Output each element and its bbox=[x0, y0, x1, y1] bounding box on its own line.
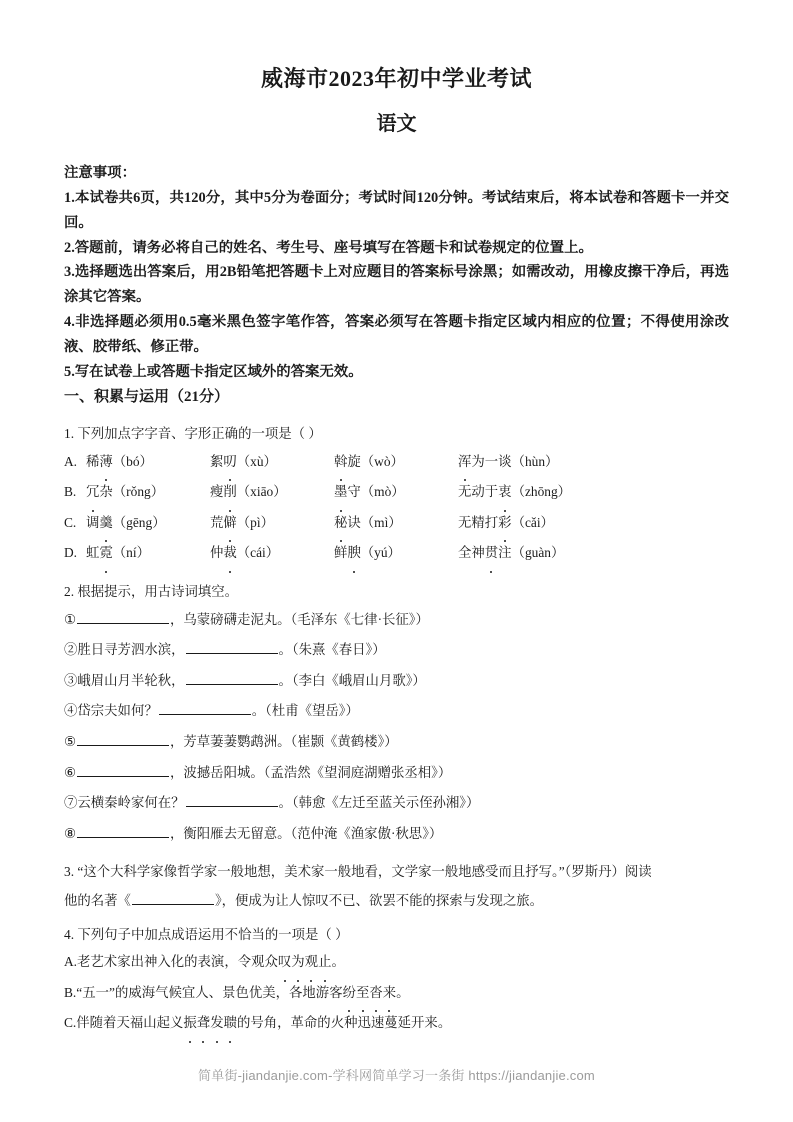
poem-blank-item bbox=[64, 635, 729, 666]
option-letter: A. bbox=[64, 453, 78, 469]
emphasis-dot-char: 叹 bbox=[278, 947, 291, 978]
option-term: 仲裁（cái） bbox=[210, 538, 334, 569]
question-1-option-b[interactable] bbox=[64, 477, 729, 508]
option-term: 瘦削（xiāo） bbox=[210, 477, 334, 508]
poem-blank-item bbox=[64, 727, 729, 758]
option-term: 无动于衷（zhōng） bbox=[458, 477, 571, 508]
emphasis-dot-char: 衷 bbox=[498, 477, 511, 508]
answer-blank[interactable] bbox=[77, 776, 169, 777]
question-4 bbox=[64, 924, 729, 1039]
item-number: ③ bbox=[64, 672, 78, 688]
option-term: 全神贯注（guàn） bbox=[458, 538, 564, 569]
item-before: 峨眉山月半轮秋， bbox=[77, 672, 185, 688]
emphasis-dot-char: 浑 bbox=[458, 447, 471, 478]
option-term: 鲜腴（yú） bbox=[334, 538, 458, 569]
option-letter: B. bbox=[64, 484, 77, 500]
item-before: 岱宗夫如何？ bbox=[77, 703, 158, 719]
emphasis-dot-char: 为 bbox=[291, 947, 304, 978]
option-letter: C. bbox=[64, 1015, 77, 1031]
emphasis-dot-char: 霓 bbox=[99, 538, 112, 569]
emphasis-dot-char: 彩 bbox=[498, 508, 511, 539]
item-after: 。（朱熹《春日》） bbox=[278, 642, 386, 658]
page-title: 威海市2023年初中学业考试 bbox=[260, 66, 532, 91]
question-1-stem: 1. 下列加点字字音、字形正确的一项是（ ） bbox=[64, 426, 322, 442]
notice-block bbox=[64, 161, 729, 384]
question-4-option-c[interactable] bbox=[64, 1008, 729, 1039]
option-term: 絮叨（xù） bbox=[210, 447, 334, 478]
emphasis-dot-char: 观 bbox=[305, 947, 318, 978]
emphasis-dot-char: 削 bbox=[223, 477, 236, 508]
dotted-idiom bbox=[343, 985, 397, 1000]
emphasis-dot-char: 墨 bbox=[334, 477, 347, 508]
emphasis-dot-char: 聩 bbox=[224, 1008, 237, 1039]
answer-blank[interactable] bbox=[159, 714, 251, 715]
question-3-line-1: 3. “这个大科学家像哲学家一般地想，美术家一般地看，文学家一般地感受而且抒写。”（罗斯丹）阅读 bbox=[64, 864, 652, 880]
item-after: ，乌蒙磅礴走泥丸。（毛泽东《七律·长征》） bbox=[170, 611, 429, 627]
emphasis-dot-char: 发 bbox=[210, 1008, 223, 1039]
emphasis-dot-char: 薄 bbox=[99, 447, 112, 478]
option-letter: D. bbox=[64, 545, 78, 561]
emphasis-dot-char: 沓 bbox=[369, 978, 382, 1009]
option-before: 伴随着天福山起义 bbox=[76, 1015, 184, 1031]
item-after: ，衡阳雁去无留意。（范仲淹《渔家傲·秋思》） bbox=[170, 825, 443, 841]
item-number: ⑧ bbox=[64, 825, 77, 841]
item-number: ⑦ bbox=[64, 795, 78, 811]
footer-watermark: 简单街-jiandanjie.com-学科网简单学习一条街 https://jiandanjie.com bbox=[198, 1068, 595, 1083]
option-term: 斡旋（wò） bbox=[334, 447, 458, 478]
option-term: 调羹（gēng） bbox=[86, 508, 210, 539]
q3-after: 》，便成为让人惊叹不已、欲罢不能的探索与发现之旅。 bbox=[214, 892, 544, 908]
question-3 bbox=[64, 861, 729, 911]
section-heading: 一、积累与运用（21分） bbox=[64, 389, 230, 406]
item-number: ④ bbox=[64, 703, 78, 719]
notice-item: 2.答题前，请务必将自己的姓名、考生号、座号填写在答题卡和试卷规定的位置上。 bbox=[64, 239, 593, 256]
subject-title: 语文 bbox=[376, 113, 417, 136]
notice-item: 3.选择题选出答案后，用2B铅笔把答题卡上对应题目的答案标号涂黑；如需改动，用橡皮擦干净后，再选涂其它答案。 bbox=[64, 264, 729, 306]
dotted-idiom bbox=[183, 1015, 237, 1030]
option-term: 浑为一谈（hùn） bbox=[458, 447, 558, 478]
option-term: 墨守（mò） bbox=[334, 477, 458, 508]
emphasis-dot-char: 来 bbox=[383, 978, 396, 1009]
item-after: ，波撼岳阳城。（孟浩然《望洞庭湖赠张丞相》） bbox=[170, 764, 452, 780]
question-1-option-d[interactable] bbox=[64, 538, 729, 569]
emphasis-dot-char: 纷 bbox=[343, 978, 356, 1009]
answer-blank[interactable] bbox=[132, 904, 214, 905]
poem-blank-item bbox=[64, 819, 729, 850]
option-term: 无精打彩（cǎi） bbox=[458, 508, 554, 539]
poem-blank-item bbox=[64, 666, 729, 697]
question-4-option-a[interactable] bbox=[64, 947, 729, 978]
option-term: 虹霓（ní） bbox=[86, 538, 210, 569]
emphasis-dot-char: 聋 bbox=[197, 1008, 210, 1039]
option-term: 秘诀（mì） bbox=[334, 508, 458, 539]
emphasis-dot-char: 腴 bbox=[347, 538, 360, 569]
emphasis-dot-char: 裁 bbox=[223, 538, 236, 569]
item-after: ，芳草萋萋鹦鹉洲。（崔颢《黄鹤楼》） bbox=[170, 733, 398, 749]
question-1-option-c[interactable] bbox=[64, 508, 729, 539]
answer-blank[interactable] bbox=[77, 745, 169, 746]
option-before: 老艺术家出神入化的表演，令观众 bbox=[77, 954, 278, 970]
dotted-idiom bbox=[278, 954, 332, 969]
poem-blank-item bbox=[64, 605, 729, 636]
answer-blank[interactable] bbox=[77, 837, 169, 838]
answer-blank[interactable] bbox=[186, 653, 278, 654]
item-number: ⑤ bbox=[64, 733, 77, 749]
emphasis-dot-char: 羹 bbox=[99, 508, 112, 539]
emphasis-dot-char: 僻 bbox=[223, 508, 236, 539]
emphasis-dot-char: 贯 bbox=[485, 538, 498, 569]
item-before: 胜日寻芳泗水滨， bbox=[77, 642, 185, 658]
notice-heading: 注意事项： bbox=[64, 165, 136, 182]
option-before: “五一”的威海气候宜人、景色优美，各地游客 bbox=[76, 984, 343, 1000]
answer-blank[interactable] bbox=[77, 623, 169, 624]
question-3-line-2 bbox=[64, 890, 729, 912]
emphasis-dot-char: 秘 bbox=[334, 508, 347, 539]
answer-blank[interactable] bbox=[186, 806, 278, 807]
q3-before: 他的名著《 bbox=[64, 892, 131, 908]
item-number: ① bbox=[64, 611, 77, 627]
question-1-option-a[interactable] bbox=[64, 447, 729, 478]
option-term: 稀薄（bó） bbox=[86, 447, 210, 478]
poem-blank-item bbox=[64, 788, 729, 819]
question-2 bbox=[64, 581, 729, 849]
emphasis-dot-char: 至 bbox=[356, 978, 369, 1009]
question-1 bbox=[64, 423, 729, 569]
item-number: ② bbox=[64, 642, 78, 658]
question-2-stem: 2. 根据提示，用古诗词填空。 bbox=[64, 584, 239, 600]
item-after: 。（杜甫《望岳》） bbox=[251, 703, 359, 719]
item-after: 。（李白《峨眉山月歌》） bbox=[278, 672, 426, 688]
poem-blank-item bbox=[64, 758, 729, 789]
question-4-stem: 4. 下列句子中加点成语运用不恰当的一项是（ ） bbox=[64, 926, 349, 942]
item-after: 。（韩愈《左迁至蓝关示侄孙湘》） bbox=[278, 795, 480, 811]
notice-item: 5.写在试卷上或答题卡指定区域外的答案无效。 bbox=[64, 363, 363, 380]
option-letter: A. bbox=[64, 954, 78, 970]
emphasis-dot-char: 止 bbox=[318, 947, 331, 978]
option-after: 的号角，革命的火种迅速蔓延开来。 bbox=[236, 1015, 452, 1031]
option-letter: B. bbox=[64, 984, 77, 1000]
option-after: 。 bbox=[331, 954, 345, 970]
emphasis-dot-char: 叨 bbox=[223, 447, 236, 478]
answer-blank[interactable] bbox=[186, 684, 278, 685]
emphasis-dot-char: 斡 bbox=[334, 447, 347, 478]
emphasis-dot-char: 振 bbox=[183, 1008, 196, 1039]
emphasis-dot-char: 冗 bbox=[86, 477, 99, 508]
option-after: 。 bbox=[396, 984, 410, 1000]
option-term: 冗杂（rǒng） bbox=[86, 477, 210, 508]
option-term: 荒僻（pì） bbox=[210, 508, 334, 539]
notice-item: 1.本试卷共6页，共120分，其中5分为卷面分；考试时间120分钟。考试结束后，将本试卷和答题卡一并交回。 bbox=[64, 190, 729, 231]
item-before: 云横秦岭家何在？ bbox=[77, 795, 185, 811]
notice-item: 4.非选择题必须用0.5毫米黑色签字笔作答，答案必须写在答题卡指定区域内相应的位置；不得使用涂改液、胶带纸、修正带。 bbox=[64, 313, 729, 355]
option-letter: C. bbox=[64, 514, 77, 530]
item-number: ⑥ bbox=[64, 764, 77, 780]
poem-blank-item bbox=[64, 696, 729, 727]
question-4-option-b[interactable] bbox=[64, 978, 729, 1009]
